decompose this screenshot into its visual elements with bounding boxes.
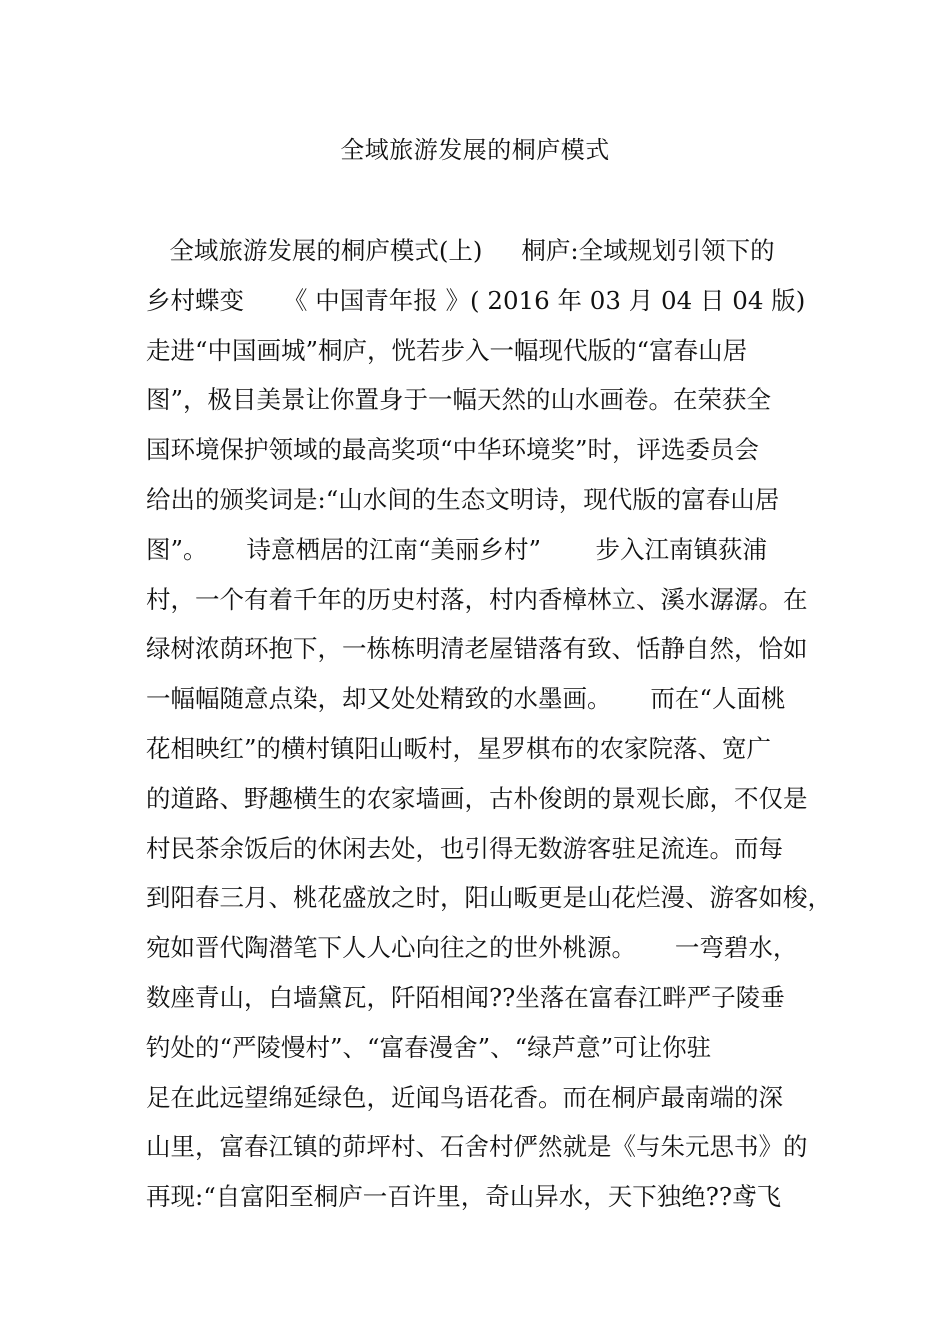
text-line: 的道路、野趣横生的农家墙画，古朴俊朗的景观长廊，不仅是	[146, 783, 808, 813]
text-line: 村，一个有着千年的历史村落，村内香樟林立、溪水潺潺。在	[146, 584, 808, 614]
text-line: 花相映红”的横村镇阳山畈村，星罗棋布的农家院落、宽广	[146, 733, 772, 763]
text-line: 到阳春三月、桃花盛放之时，阳山畈更是山花烂漫、游客如梭，	[146, 883, 832, 913]
text-line: 国环境保护领域的最高奖项“中华环境奖”时，评选委员会	[146, 435, 760, 465]
text-line: 山里，富春江镇的茆坪村、石舍村俨然就是《与朱元思书》的	[146, 1132, 808, 1162]
text-line: 给出的颁奖词是:“山水间的生态文明诗，现代版的富春山居	[146, 484, 780, 514]
text-line: 图”，极目美景让你置身于一幅天然的山水画卷。在荣获全	[146, 385, 772, 415]
document-body	[146, 226, 832, 1222]
text-line: 一幅幅随意点染，却又处处精致的水墨画。 而在“人面桃	[146, 684, 786, 714]
text-line: 绿树浓荫环抱下，一栋栋明清老屋错落有致、恬静自然，恰如	[146, 634, 808, 664]
text-line: 再现:“自富阳至桐庐一百许里，奇山异水，天下独绝??鸢飞	[146, 1182, 782, 1212]
text-line: 足在此远望绵延绿色，近闻鸟语花香。而在桐庐最南端的深	[146, 1082, 783, 1112]
text-line: 走进“中国画城”桐庐，恍若步入一幅现代版的“富春山居	[146, 335, 748, 365]
text-line: 全域旅游发展的桐庐模式(上) 桐庐:全域规划引领下的	[146, 236, 775, 265]
text-line: 宛如晋代陶潜笔下人人心向往之的世外桃源。 一弯碧水，	[146, 933, 798, 963]
document-title: 全域旅游发展的桐庐模式	[340, 136, 610, 164]
text-line: 乡村蝶变 《 中国青年报 》( 2016 年 03 月 04 日 04 版)	[146, 285, 806, 315]
text-line: 图”。 诗意栖居的江南“美丽乡村” 步入江南镇荻浦	[146, 534, 768, 564]
text-line: 钓处的“严陵慢村”、“富春漫舍”、“绿芦意”可让你驻	[146, 1032, 712, 1062]
text-line: 村民茶余饭后的休闲去处，也引得无数游客驻足流连。而每	[146, 833, 783, 863]
text-line: 数座青山，白墙黛瓦，阡陌相闻??坐落在富春江畔严子陵垂	[146, 982, 785, 1012]
